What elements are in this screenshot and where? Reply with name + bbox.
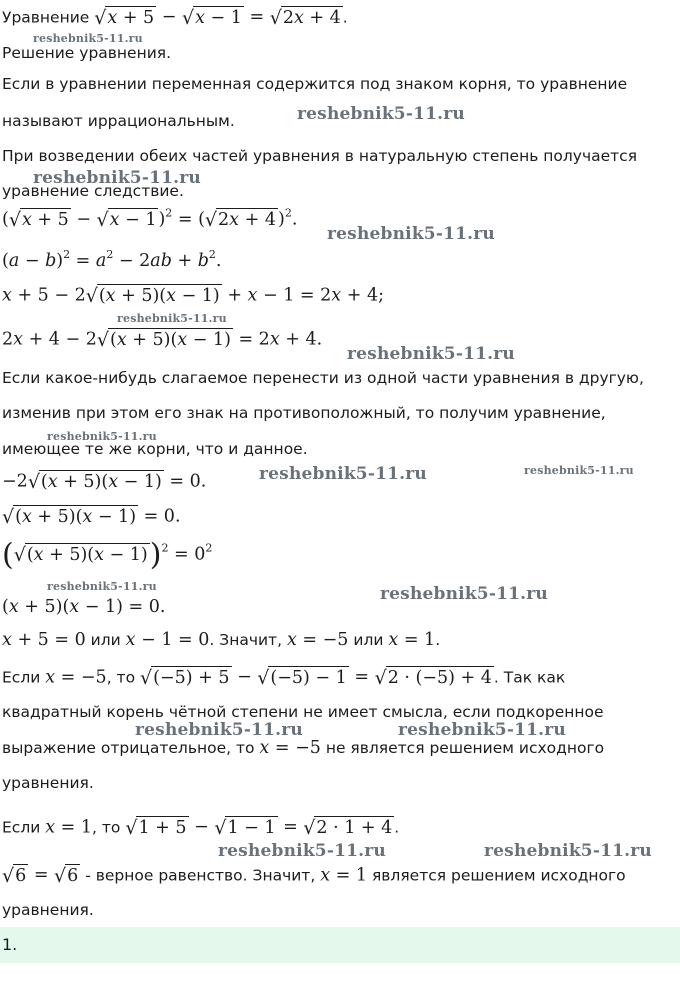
check-one: Если x = 1, то √ 1 + 5 − √ 1 − 1 = √ 2 · 1 + 4 .	[2, 817, 400, 840]
check-one-line-end: уравнения.	[2, 901, 94, 919]
check-minus-five: Если x = −5, то √ (−5) + 5 − √ (−5) − 1 = √ 2 · (−5) + 4 . Так как	[2, 667, 566, 690]
answer-box	[0, 927, 680, 963]
watermark: reshebnik5-11.ru	[297, 104, 465, 124]
check-one-verdict: √ 6 = √ 6 - верное равенство. Значит, x = 1 является решением исходного	[2, 865, 626, 888]
consequence-line-1: При возведении обеих частей уравнения в натуральную степень получается	[2, 147, 638, 165]
equation-squared: ( √ x + 5 − √ x − 1 )$^2$ = ( √ 2x + 4 )$^2$.	[2, 206, 298, 232]
equation-product: (x + 5)(x − 1) = 0.	[2, 597, 166, 617]
definition-line-1: Если в уравнении переменная содержится под знаком корня, то уравнение	[2, 75, 628, 93]
watermark: reshebnik5-11.ru	[33, 32, 143, 45]
watermark: reshebnik5-11.ru	[218, 841, 386, 861]
answer-value: 1.	[2, 935, 18, 954]
roots-line: x + 5 = 0 или x − 1 = 0. Значит, x = −5 или x = 1.	[2, 630, 441, 650]
equation-isolated-root: −2 √ (x + 5)(x − 1) = 0.	[2, 471, 207, 494]
task-title: Уравнение √ x + 5 − √ x − 1 = √ 2x + 4 .	[2, 7, 348, 30]
equation-main: √ x + 5 − √ x − 1 = √ 2x + 4	[94, 7, 341, 30]
formula-square-difference: $(a - b)^2 = a^2 - 2ab + b^2$.	[2, 248, 222, 271]
watermark: reshebnik5-11.ru	[135, 720, 303, 740]
check-minus-five-line-3: выражение отрицательное, то x = −5 не является решением исходного	[2, 738, 605, 758]
watermark: reshebnik5-11.ru	[117, 312, 227, 325]
transfer-rule-line-3: имеющее те же корни, что и данное.	[2, 440, 308, 458]
consequence-line-2: уравнение следствие.	[2, 182, 184, 200]
solution-heading: Решение уравнения.	[2, 44, 172, 62]
equation-root-zero: √ (x + 5)(x − 1) = 0.	[2, 506, 181, 529]
watermark: reshebnik5-11.ru	[484, 841, 652, 861]
watermark: reshebnik5-11.ru	[347, 344, 515, 364]
watermark: reshebnik5-11.ru	[327, 224, 495, 244]
equation-simplified: 2x + 4 − 2 √ (x + 5)(x − 1) = 2x + 4.	[2, 329, 323, 352]
equation-root-squared: ( √ (x + 5)(x − 1) )$^2 = 0^2$	[2, 537, 213, 573]
watermark: reshebnik5-11.ru	[398, 720, 566, 740]
watermark: reshebnik5-11.ru	[47, 430, 157, 443]
watermark: reshebnik5-11.ru	[380, 584, 548, 604]
transfer-rule-line-1: Если какое-нибудь слагаемое перенести из одной части уравнения в другую,	[2, 369, 644, 387]
check-minus-five-line-4: уравнения.	[2, 774, 94, 792]
watermark: reshebnik5-11.ru	[524, 464, 634, 477]
watermark: reshebnik5-11.ru	[259, 464, 427, 484]
transfer-rule-line-2: изменив при этом его знак на противоположный, то получим уравнение,	[2, 404, 606, 422]
check-minus-five-line-2: квадратный корень чётной степени не имеет смысла, если подкоренное	[2, 703, 604, 721]
equation-expanded: x + 5 − 2 √ (x + 5)(x − 1) + x − 1 = 2x + 4;	[2, 285, 384, 308]
watermark: reshebnik5-11.ru	[47, 580, 157, 593]
watermark: reshebnik5-11.ru	[33, 168, 201, 188]
definition-line-2: называют иррациональным.	[2, 112, 235, 130]
